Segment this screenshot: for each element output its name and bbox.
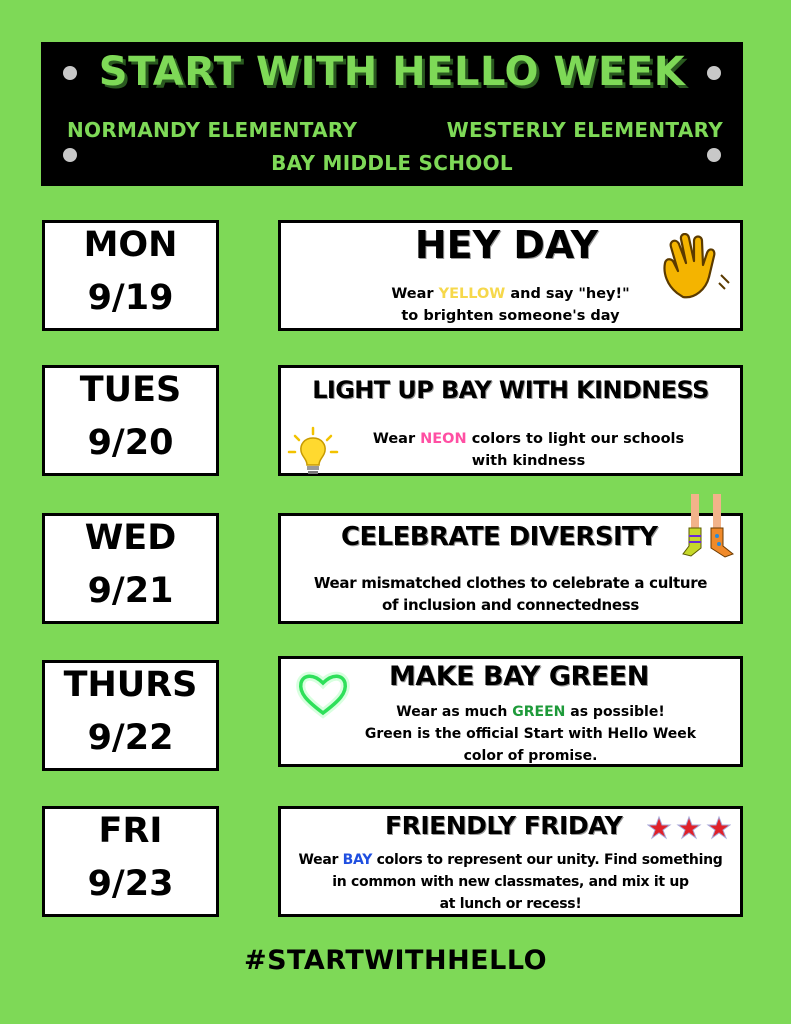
color-word: YELLOW	[438, 286, 506, 302]
description-line: color of promise.	[463, 748, 598, 764]
event-description	[321, 701, 740, 767]
description-line: with kindness	[471, 453, 586, 469]
school-westerly: WESTERLY ELEMENTARY	[446, 118, 723, 142]
mismatched-socks-icon	[681, 494, 737, 564]
description-line: Green is the official Start with Hello Week	[364, 726, 697, 742]
description-line: at lunch or recess!	[439, 896, 582, 912]
event-box-fri	[278, 806, 743, 917]
event-title: CELEBRATE DIVERSITY	[341, 522, 658, 552]
description-text: colors to represent our unity. Find something	[372, 852, 723, 868]
date-label: 9/21	[87, 571, 174, 611]
description-line: to brighten someone's day	[401, 308, 620, 324]
event-box-thurs	[278, 656, 743, 767]
event-description	[317, 428, 740, 472]
hashtag: #STARTWITHHELLO	[243, 945, 548, 976]
color-word: GREEN	[512, 704, 566, 720]
school-normandy: NORMANDY ELEMENTARY	[67, 118, 358, 142]
event-title: LIGHT UP BAY WITH KINDNESS	[312, 376, 709, 404]
description-line	[281, 849, 740, 871]
description-text: Wear	[298, 852, 343, 868]
description-text: Wear as much	[396, 704, 513, 720]
color-word-text: NEON	[420, 431, 467, 447]
description-line	[321, 701, 740, 723]
event-description	[281, 572, 740, 616]
description-text: colors to light our schools	[466, 431, 685, 447]
description-text: Wear	[372, 431, 421, 447]
day-label: MON	[83, 225, 178, 265]
event-box-wed	[278, 513, 743, 624]
description-line: Wear mismatched clothes to celebrate a culture	[313, 574, 708, 592]
description-line: of inclusion and connectedness	[381, 596, 640, 614]
school-bay-middle: BAY MIDDLE SCHOOL	[271, 151, 513, 175]
day-label: WED	[84, 518, 177, 558]
date-label: 9/23	[87, 864, 174, 904]
date-label: 9/19	[87, 278, 174, 318]
date-label: 9/22	[87, 718, 174, 758]
day-label: TUES	[79, 370, 182, 410]
event-title: FRIENDLY FRIDAY	[385, 811, 623, 840]
date-box-thurs	[42, 660, 219, 771]
description-text: and say "hey!"	[505, 286, 630, 302]
event-title: MAKE BAY GREEN	[389, 661, 649, 692]
page-title: START WITH HELLO WEEK	[98, 49, 686, 95]
description-line: in common with new classmates, and mix it up	[332, 874, 689, 890]
event-box-mon	[278, 220, 743, 331]
description-text: as possible!	[565, 704, 665, 720]
event-title: HEY DAY	[414, 223, 599, 267]
stars-icon	[647, 815, 731, 841]
waving-hand-icon	[659, 233, 735, 303]
header-banner	[41, 42, 743, 186]
date-box-tues	[42, 365, 219, 476]
color-word: BAY	[342, 852, 373, 868]
description-line	[317, 428, 740, 450]
day-label: FRI	[98, 811, 163, 851]
date-box-wed	[42, 513, 219, 624]
event-description	[281, 849, 740, 915]
date-box-fri	[42, 806, 219, 917]
date-box-mon	[42, 220, 219, 331]
color-word	[420, 431, 467, 447]
date-label: 9/20	[87, 423, 174, 463]
event-box-tues	[278, 365, 743, 476]
day-label: THURS	[63, 665, 198, 705]
description-text: Wear	[391, 286, 439, 302]
